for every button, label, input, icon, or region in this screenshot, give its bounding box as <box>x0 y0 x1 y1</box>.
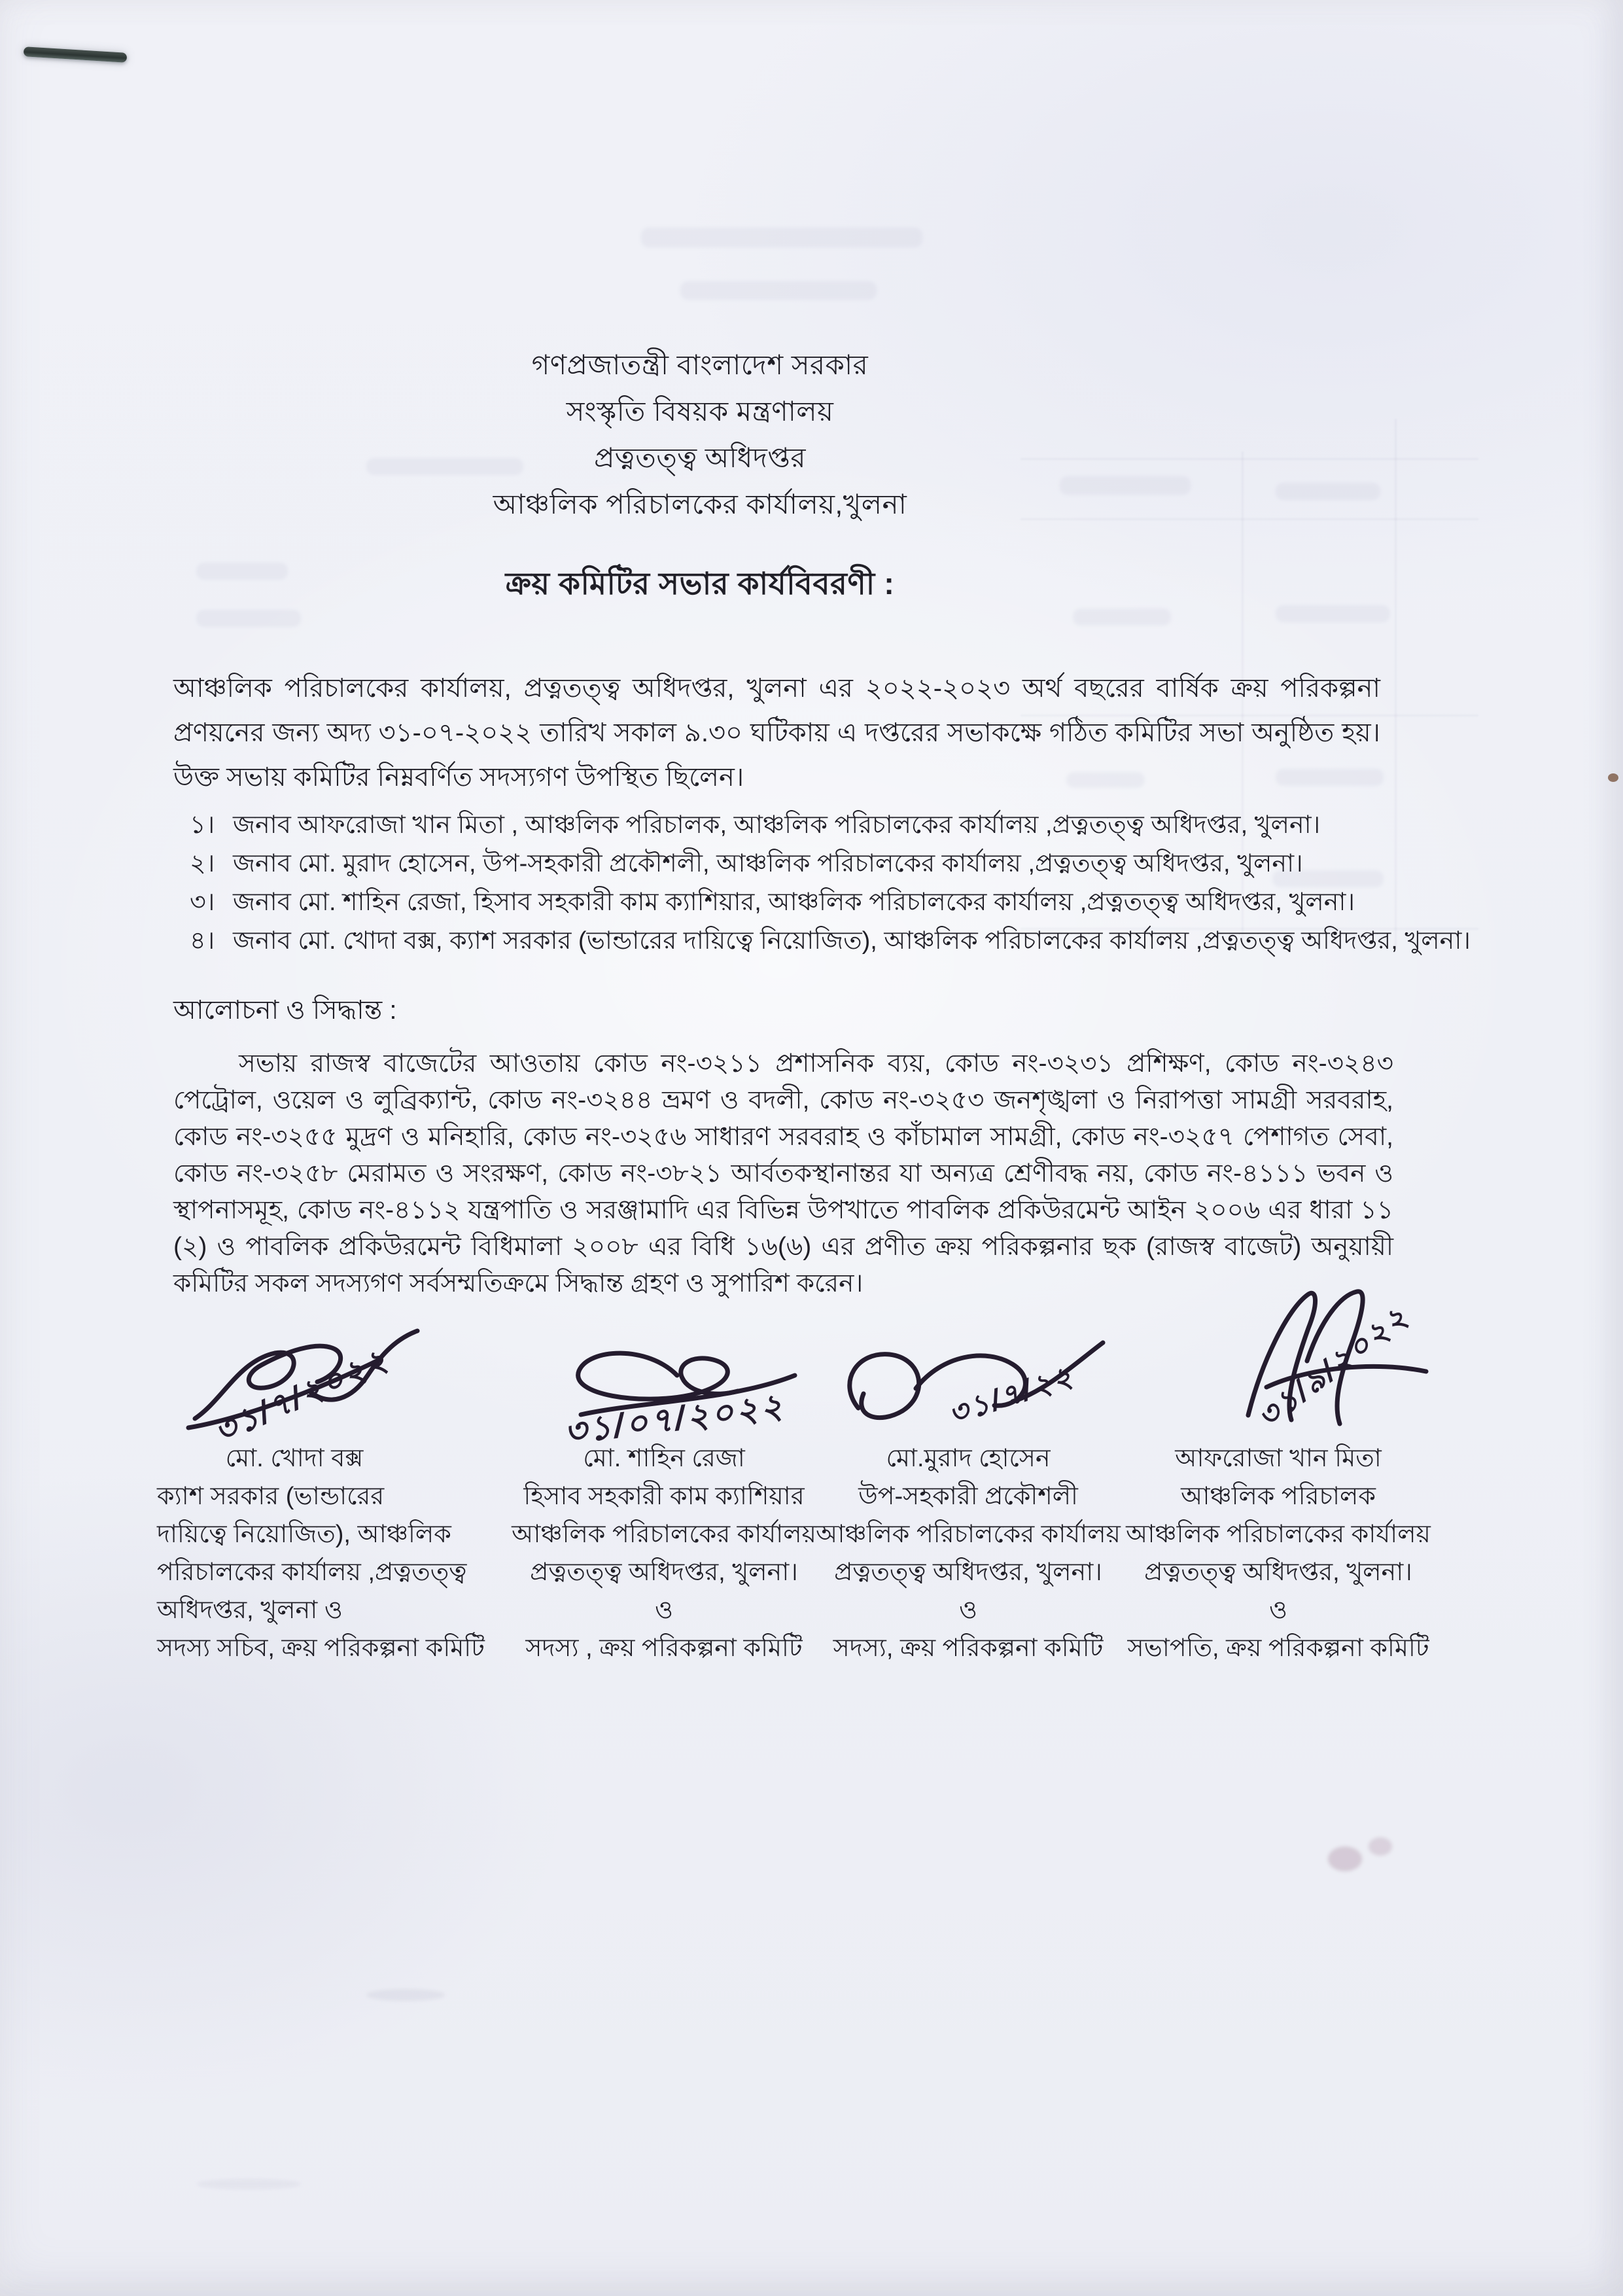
signatory-role: সদস্য, ক্রয় পরিকল্পনা কমিটি <box>833 1634 1104 1662</box>
signature-date: ৩১/০৭/২০২২ <box>562 1386 788 1452</box>
signatory-block <box>1121 1439 1435 1667</box>
attendee-number: ৪। <box>190 927 215 955</box>
signatory-office: পরিচালকের কার্যালয় ,প্রত্নতত্ত্ব <box>157 1559 467 1586</box>
attendee-number: ৩। <box>190 889 215 916</box>
signatory-title: হিসাব সহকারী কাম ক্যাশিয়ার <box>523 1483 805 1510</box>
discussion-paragraph: সভায় রাজস্ব বাজেটের আওতায় কোড নং-৩২১১ প্রশাসনিক ব্যয়, কোড নং-৩২৩১ প্রশিক্ষণ, কোড নং-৩২৪৩ পেট্রোল, ওয়েল ও লুব্রিক্যান্ট, কোড নং-৩২৪৪ ভ্রমণ ও বদলী, কোড নং-৩২৫৩ জনশৃঙ্খলা ও নিরাপত্তা সামগ্রী সরবরাহ, কোড নং-৩২৫৫ মুদ্রণ ও মনিহারি, কোড নং-৩২৫৬ সাধারণ সরবরাহ ও কাঁচামাল সামগ্রী, কোড নং-৩২৫৭ পেশাগত সেবা, কোড নং-৩২৫৮ মেরামত ও সংরক্ষণ, কোড নং-৩৮২১ আর্বতকস্থানান্তর যা অন্যত্র শ্রেণীবদ্ধ নয়, কোড নং-৪১১১ ভবন ও স্থাপনাসমূহ, কোড নং-৪১১২ যন্ত্রপাতি ও সরঞ্জামাদি এর বিভিন্ন উপখাতে পাবলিক প্রকিউরমেন্ট আইন ২০০৬ এর ধারা ১১ (২) ও পাবলিক প্রকিউরমেন্ট বিধিমালা ২০০৮ এর বিধি ১৬(৬) এর প্রণীত ক্রয় পরিকল্পনার ছক (রাজস্ব বাজেট) অনুয়ায়ী কমিটির সকল সদস্যগণ সর্বসম্মতিক্রমে সিদ্ধান্ত গ্রহণ ও সুপারিশ করেন। <box>173 1050 1393 1298</box>
signature-date: ৩১/৯/২০২২ <box>1250 1298 1416 1435</box>
signatory-name: মো. খোদা বক্স <box>225 1445 364 1472</box>
signatory-office: আঞ্চলিক পরিচালকের কার্যালয় <box>512 1521 816 1548</box>
header-department-line: প্রত্নতত্ত্ব অধিদপ্তর <box>594 442 806 473</box>
signatory-conjunction: ও <box>959 1597 977 1624</box>
signatory-name: আফরোজা খান মিতা <box>1175 1445 1382 1472</box>
header-ministry-line: সংস্কৃতি বিষয়ক মন্ত্রণালয় <box>566 396 834 427</box>
attendee-item <box>190 845 1498 883</box>
attendee-number: ২। <box>190 850 215 877</box>
attendee-list <box>190 806 1498 961</box>
signatory-role: সদস্য সচিব, ক্রয় পরিকল্পনা কমিটি <box>157 1634 485 1662</box>
signature-date: ৩১/৭/২০২২ <box>209 1341 395 1451</box>
signatory-office: আঞ্চলিক পরিচালকের কার্যালয় <box>1126 1521 1431 1548</box>
signatory-block <box>811 1439 1125 1667</box>
attendee-text: জনাব মো. খোদা বক্স, ক্যাশ সরকার (ভান্ডারের দায়িত্বে নিয়োজিত), আঞ্চলিক পরিচালকের কার্যালয় ,প্রত্নতত্ত্ব অধিদপ্তর, খুলনা। <box>233 927 1471 955</box>
document-title: ক্রয় কমিটির সভার কার্যবিবরণী : <box>505 566 895 601</box>
signatory-title: আঞ্চলিক পরিচালক <box>1181 1483 1376 1510</box>
signatory-block <box>507 1439 821 1667</box>
header-government-line: গণপ্রজাতন্ত্রী বাংলাদেশ সরকার <box>531 349 869 380</box>
attendee-number: ১। <box>190 811 215 839</box>
signatory-office: আঞ্চলিক পরিচালকের কার্যালয় <box>816 1521 1121 1548</box>
intro-paragraph: আঞ্চলিক পরিচালকের কার্যালয়, প্রত্নতত্ত্ব অধিদপ্তর, খুলনা এর ২০২২-২০২৩ অর্থ বছরের বার্ষিক ক্রয় পরিকল্পনা প্রণয়নের জন্য অদ্য ৩১-০৭-২০২২ তারিখ সকাল ৯.৩০ ঘটিকায় এ দপ্তরের সভাকক্ষে গঠিত কমিটির সভা অনুষ্ঠিত হয়। উক্ত সভায় কমিটির নিম্নবর্ণিত সদস্যগণ উপস্থিত ছিলেন। <box>173 674 1380 792</box>
signatory-name: মো. শাহিন রেজা <box>583 1445 745 1472</box>
attendee-item <box>190 922 1498 961</box>
signatory-block <box>137 1439 485 1667</box>
signatory-office: প্রত্নতত্ত্ব অধিদপ্তর, খুলনা। <box>834 1559 1102 1586</box>
signatory-office: প্রত্নতত্ত্ব অধিদপ্তর, খুলনা। <box>530 1559 798 1586</box>
signatory-title: ক্যাশ সরকার (ভান্ডারের <box>157 1483 385 1510</box>
signatory-title: দায়িত্বে নিয়োজিত), আঞ্চলিক <box>157 1521 451 1548</box>
signatory-role: সভাপতি, ক্রয় পরিকল্পনা কমিটি <box>1127 1634 1429 1662</box>
attendee-text: জনাব মো. মুরাদ হোসেন, উপ-সহকারী প্রকৌশলী, আঞ্চলিক পরিচালকের কার্যালয় ,প্রত্নতত্ত্ব অধিদপ্তর, খুলনা। <box>233 850 1303 877</box>
attendee-item <box>190 806 1498 845</box>
signature-date: ৩১/৭/২২ <box>944 1358 1079 1431</box>
staple-icon <box>24 46 128 63</box>
signatory-conjunction: ও <box>655 1597 673 1624</box>
attendee-item <box>190 883 1498 922</box>
signatory-office: অধিদপ্তর, খুলনা ও <box>157 1597 343 1624</box>
header-office-line: আঞ্চলিক পরিচালকের কার্যালয়,খুলনা <box>493 489 907 520</box>
document-header <box>111 342 1289 527</box>
discussion-heading: আলোচনা ও সিদ্ধান্ত : <box>173 996 397 1025</box>
attendee-text: জনাব আফরোজা খান মিতা , আঞ্চলিক পরিচালক, আঞ্চলিক পরিচালকের কার্যালয় ,প্রত্নতত্ত্ব অধিদপ্তর, খুলনা। <box>233 811 1321 839</box>
attendee-text: জনাব মো. শাহিন রেজা, হিসাব সহকারী কাম ক্যাশিয়ার, আঞ্চলিক পরিচালকের কার্যালয় ,প্রত্নতত্ত্ব অধিদপ্তর, খুলনা। <box>233 889 1355 916</box>
signatory-role: সদস্য , ক্রয় পরিকল্পনা কমিটি <box>525 1634 803 1662</box>
signatory-conjunction: ও <box>1269 1597 1287 1624</box>
signatory-title: উপ-সহকারী প্রকৌশলী <box>858 1483 1078 1510</box>
signatory-office: প্রত্নতত্ত্ব অধিদপ্তর, খুলনা। <box>1144 1559 1412 1586</box>
signatory-name: মো.মুরাদ হোসেন <box>886 1445 1051 1472</box>
